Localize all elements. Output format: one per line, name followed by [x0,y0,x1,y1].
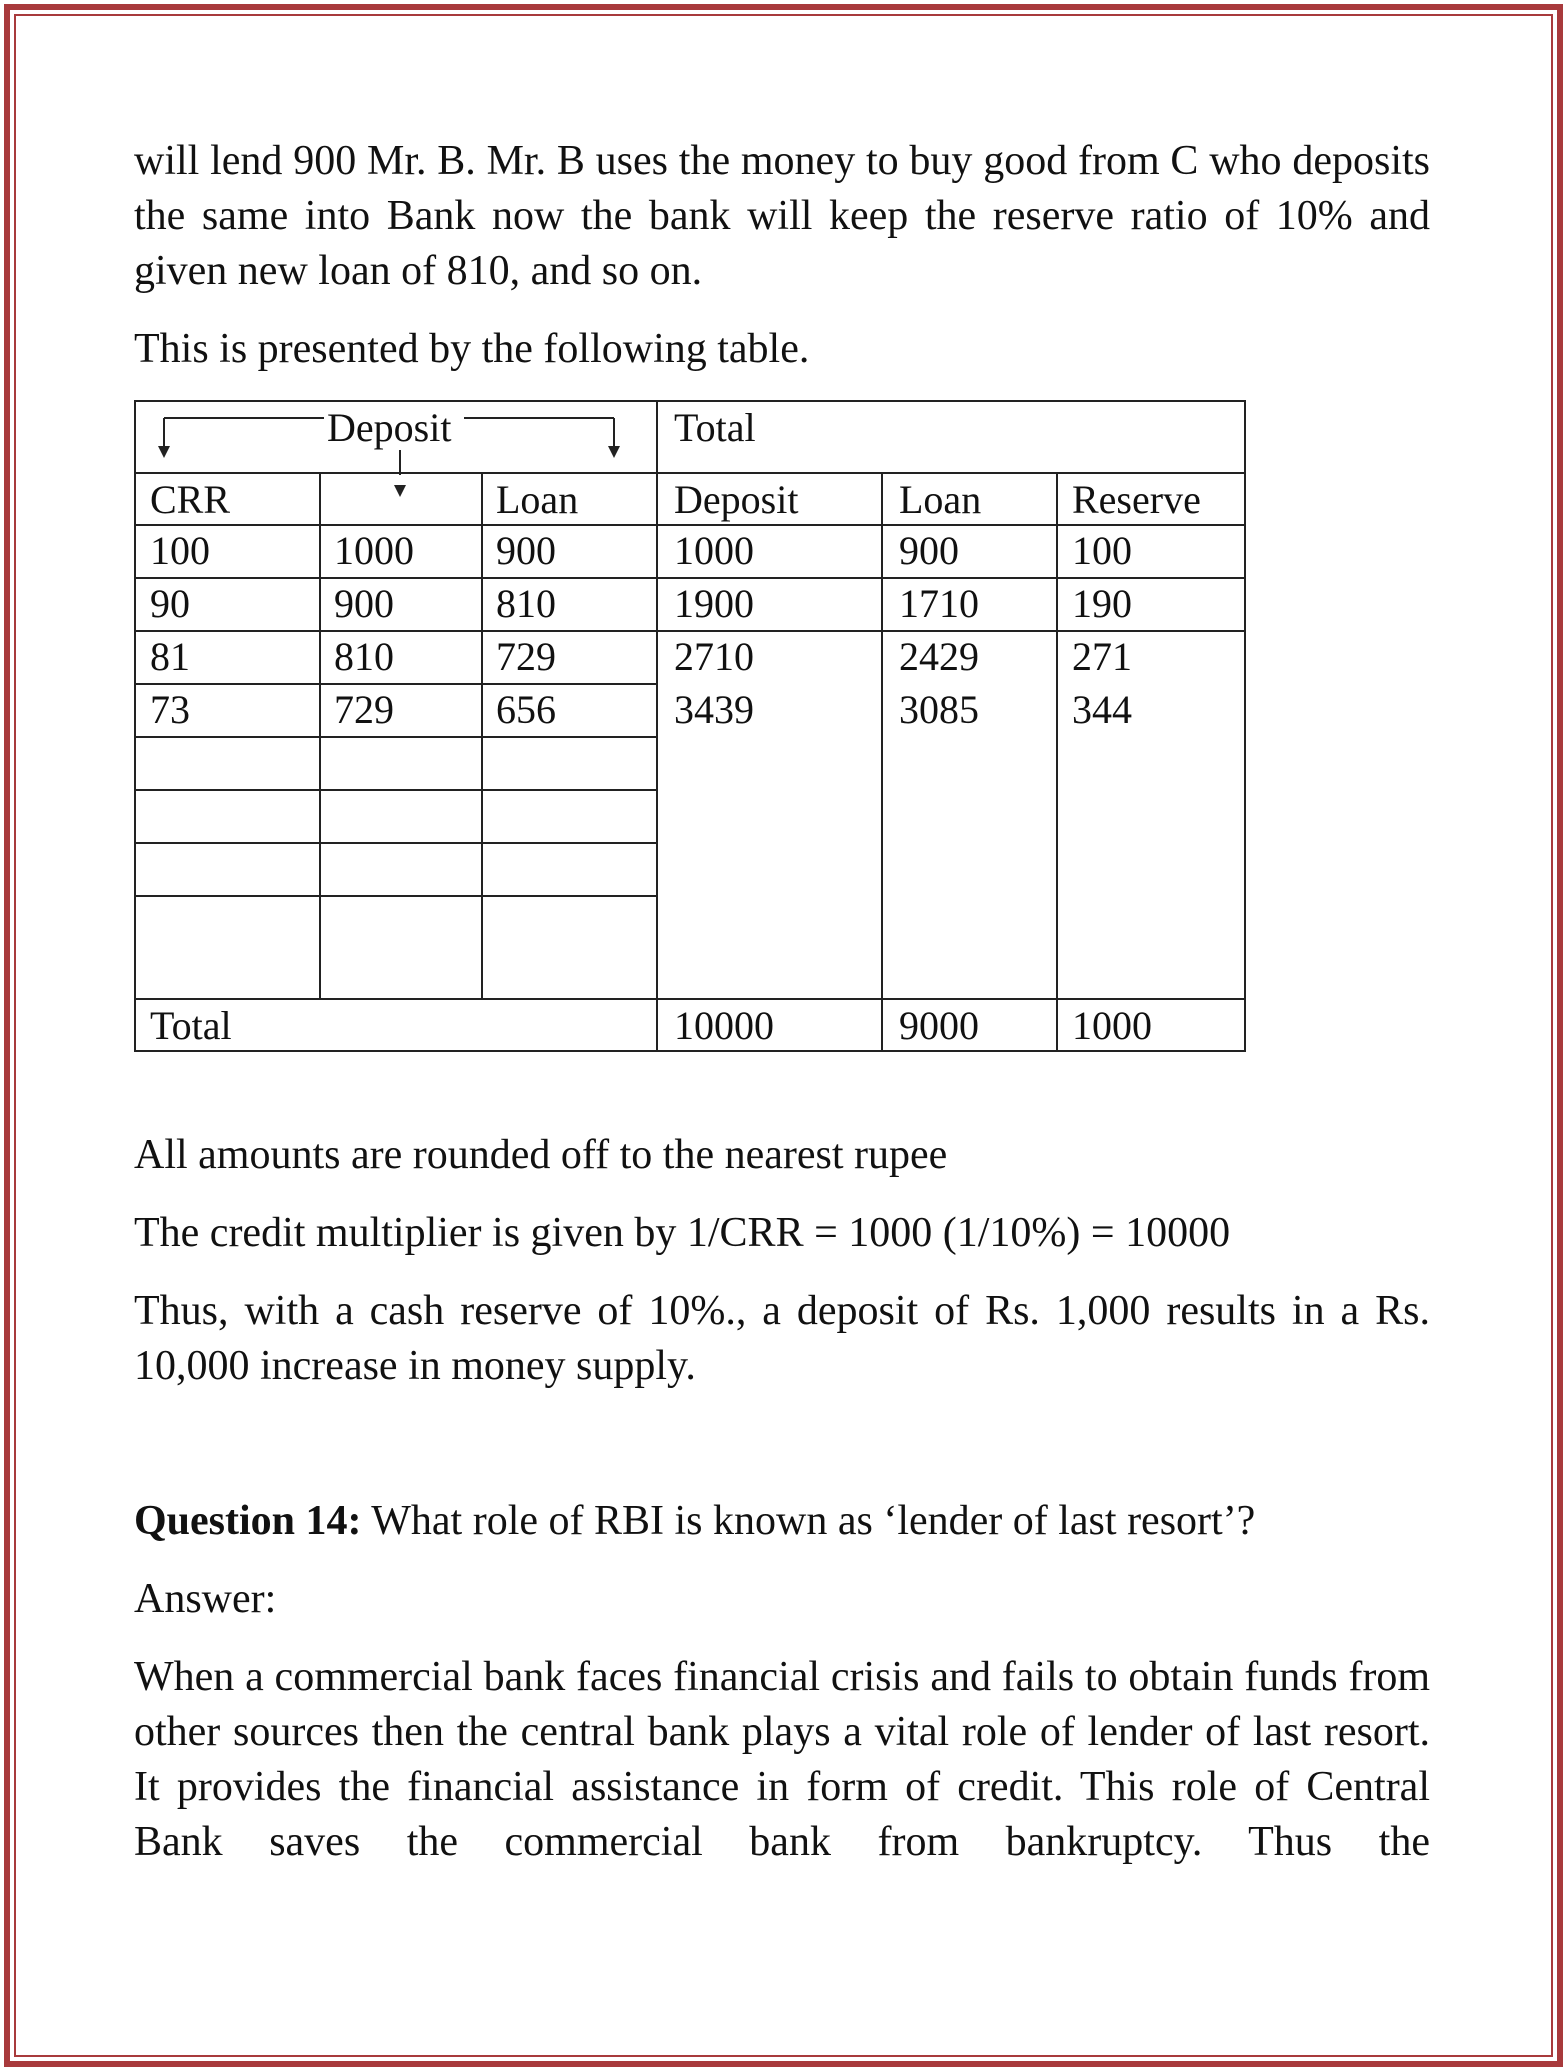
table-cell: 656 [496,687,556,732]
answer-text: When a commercial bank faces financial crisis and fails to obtain funds from other sources then the central bank plays a vital role of lender of last resort. It provides the financial assistance in form of credit. This role of Central Bank saves the commercial bank from bankruptcy. Thus the [134,1654,1430,1865]
table-cell: 100 [150,528,210,573]
total-row-label: Total [150,1003,232,1048]
table-cell: 3439 [674,687,754,732]
total-loan-value: 9000 [899,1003,979,1048]
table-cell: 73 [150,687,190,732]
total-reserve-value: 1000 [1072,1003,1152,1048]
table-cell: 1900 [674,581,754,626]
table-cell: 1710 [899,581,979,626]
note-money-supply: Thus, with a cash reserve of 10%., a deposit of Rs. 1,000 results in a Rs. 10,000 increase in money supply. [134,1288,1430,1389]
col-header-total-reserve: Reserve [1072,477,1201,522]
col-header-total-loan: Loan [899,477,982,522]
table-cell: 3085 [899,687,979,732]
paragraph-table-intro: This is presented by the following table. [134,326,810,372]
table-cell: 729 [334,687,394,732]
header-deposit: Deposit [327,405,452,450]
table-cell: 1000 [334,528,414,573]
note-credit-multiplier: The credit multiplier is given by 1/CRR = 1000 (1/10%) = 10000 [134,1210,1231,1256]
table-cell: 81 [150,634,190,679]
header-total: Total [674,405,756,450]
total-deposit-value: 10000 [674,1003,774,1048]
table-cell: 900 [334,581,394,626]
col-header-crr: CRR [150,477,231,522]
table-cell: 900 [496,528,556,573]
table-cell: 271 [1072,634,1132,679]
table-cell: 90 [150,581,190,626]
question-text: What role of RBI is known as ‘lender of last resort’? [361,1498,1256,1544]
question-14 [134,1494,1430,1549]
col-header-total-deposit: Deposit [674,477,799,522]
table-cell: 100 [1072,528,1132,573]
table-cell: 190 [1072,581,1132,626]
table-cell: 2429 [899,634,979,679]
table-cell: 729 [496,634,556,679]
table-cell: 810 [496,581,556,626]
question-label: Question 14: [134,1498,362,1544]
paragraph-lending-chain: will lend 900 Mr. B. Mr. B uses the money to buy good from C who deposits the same into Bank now the bank will keep the reserve ratio of 10% and given new loan of 810, and so on. [134,138,1430,294]
col-header-loan: Loan [496,477,579,522]
table-cell: 900 [899,528,959,573]
answer-label: Answer: [134,1576,277,1622]
table-cell: 2710 [674,634,754,679]
table-cell: 344 [1072,687,1132,732]
note-rounding: All amounts are rounded off to the nearest rupee [134,1132,948,1178]
credit-creation-table [134,400,1246,1052]
table-cell: 1000 [674,528,754,573]
table-cell: 810 [334,634,394,679]
